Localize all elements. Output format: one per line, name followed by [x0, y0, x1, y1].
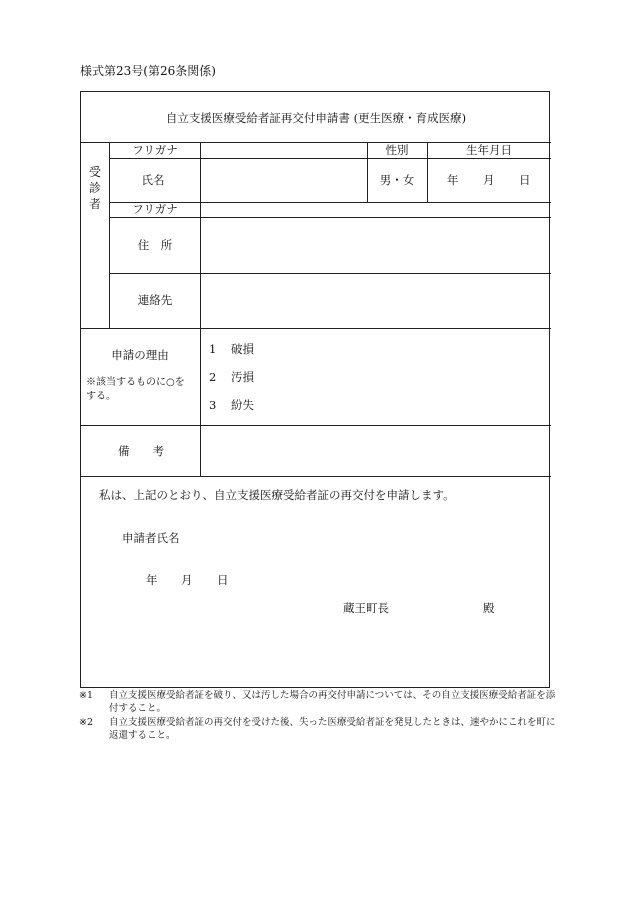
furigana-label: フリガナ: [132, 143, 178, 157]
date-month: 月: [181, 573, 193, 587]
furigana-label-2: フリガナ: [132, 202, 178, 216]
divider: [81, 425, 551, 426]
reason-option-2-text: 汚損: [231, 370, 254, 384]
date-year: 年: [146, 573, 158, 587]
birthdate-day: 日: [519, 173, 531, 187]
divider: [81, 328, 551, 329]
contact-label: 連絡先: [137, 293, 173, 307]
addressee: 蔵王町長: [343, 601, 389, 615]
birthdate-year: 年: [447, 173, 459, 187]
note-1: ※1 自立支援医療受給者証を破り、又は汚した場合の再交付申請については、その自立支援医療受給者証を添付すること。: [79, 690, 556, 714]
birthdate-month: 月: [483, 173, 495, 187]
divider: [81, 476, 551, 477]
gender-options: 男・女: [379, 173, 415, 187]
reason-note: ※該当するものに○をする。: [86, 377, 185, 402]
divider: [367, 142, 368, 202]
gender-label: 性別: [385, 143, 409, 157]
divider: [109, 142, 110, 328]
name-label: 氏名: [141, 173, 165, 187]
reason-label: 申請の理由: [111, 348, 169, 362]
divider: [109, 158, 551, 159]
application-form: [80, 91, 550, 688]
reason-option-3-text: 紛失: [231, 398, 254, 412]
address-label: 住 所: [137, 238, 173, 252]
form-number: 様式第23号(第26条関係): [80, 64, 216, 78]
divider: [200, 142, 201, 476]
divider: [109, 273, 551, 274]
applicant-name-label: 申請者氏名: [122, 531, 180, 545]
form-title: 自立支援医療受給者証再交付申請書 (更生医療・育成医療): [165, 111, 467, 125]
birthdate-label: 生年月日: [466, 143, 512, 157]
note-2: ※2 自立支援医療受給者証の再交付を受けた後、失った医療受給者証を発見したときは、速やかにこれを町に返還すること。: [79, 717, 556, 741]
reason-option-3-num: 3: [209, 398, 217, 412]
divider: [427, 142, 428, 202]
reason-option-2-num: 2: [209, 370, 217, 384]
remarks-label: 備 考: [118, 444, 164, 458]
honorific: 殿: [483, 601, 495, 615]
application-statement: 私は、上記のとおり、自立支援医療受給者証の再交付を申請します。: [99, 488, 455, 502]
notes: [79, 690, 559, 744]
divider: [109, 217, 551, 218]
reason-option-1-text: 破損: [231, 342, 254, 356]
patient-section-label: 受 診 者: [88, 165, 101, 211]
reason-option-1-num: 1: [209, 342, 217, 356]
date-day: 日: [217, 573, 229, 587]
